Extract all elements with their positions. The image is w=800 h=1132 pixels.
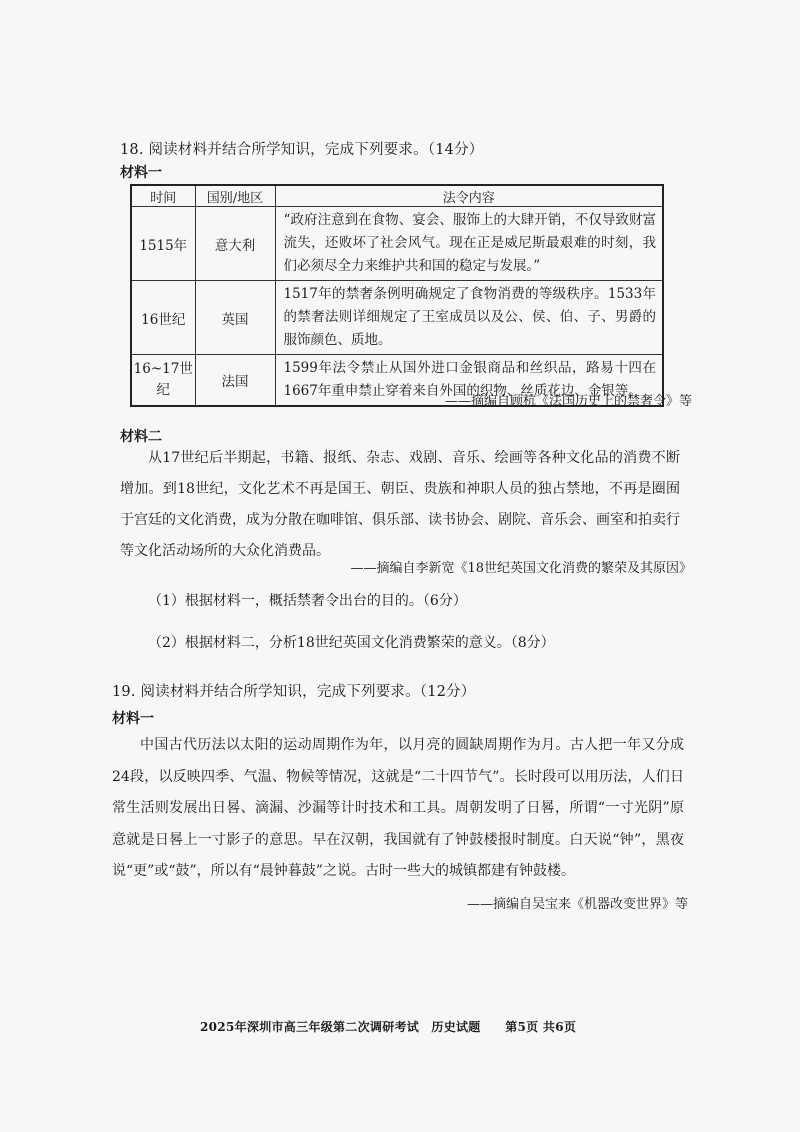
- decree-table: [130, 184, 664, 407]
- row-content: 1517年的禁奢条例明确规定了食物消费的等级秩序。1533年的禁奢法则详细规定了王室成员以及公、侯、伯、子、男爵的服饰颜色、质地。: [275, 281, 663, 355]
- row-country: 法国: [195, 355, 275, 407]
- row-country: 英国: [195, 281, 275, 355]
- row-time: 16世纪: [131, 281, 195, 355]
- row-time: 16~17世纪: [131, 355, 195, 407]
- header-country: 国别/地区: [195, 185, 275, 207]
- q18-material-1-label: 材料一: [120, 165, 162, 181]
- q18-subquestion-1: （1）根据材料一，概括禁奢令出台的目的。（6分）: [148, 593, 467, 609]
- q18-material-1-source: ——摘编自顾杭《法国历史上的禁奢令》等: [444, 394, 692, 409]
- q18-material-2-source: ——摘编自李新宽《18世纪英国文化消费的繁荣及其原因》: [350, 561, 692, 576]
- table-header-row: [131, 185, 663, 207]
- q19-material-1-text: 中国古代历法以太阳的运动周期作为年，以月亮的圆缺周期作为月。古人把一年又分成24段，以反映四季、气温、物候等情况，这就是“二十四节气”。长时段可以用历法，人们日常生活则发展出日晷、滴漏、沙漏等计时技术和工具。周朝发明了日晷，所谓“一寸光阴”原意就是日晷上一寸影子的意思。早在汉朝，我国就有了钟鼓楼报时制度。白天说“钟”，黑夜说“更”或“鼓”，所以有“晨钟暮鼓”之说。古时一些大的城镇都建有钟鼓楼。: [112, 737, 684, 879]
- q19-material-1-label: 材料一: [112, 711, 154, 727]
- question-19-title: 19. 阅读材料并结合所学知识，完成下列要求。（12分）: [112, 684, 476, 700]
- q18-material-2-text: 从17世纪后半期起，书籍、报纸、杂志、戏剧、音乐、绘画等各种文化品的消费不断增加。到18世纪，文化艺术不再是国王、朝臣、贵族和神职人员的独占禁地，不再是圈囿于宫廷的文化消费，成为分散在咖啡馆、俱乐部、读书协会、剧院、音乐会、画室和拍卖行等文化活动场所的大众化消费品。: [120, 450, 680, 559]
- q18-material-2-label: 材料二: [120, 429, 162, 445]
- row-time: 1515年: [131, 207, 195, 281]
- table-row: [131, 207, 663, 281]
- q18-subquestion-2: （2）根据材料二，分析18世纪英国文化消费繁荣的意义。（8分）: [148, 635, 555, 651]
- header-time: 时间: [131, 185, 195, 207]
- header-content: 法令内容: [275, 185, 663, 207]
- row-content: “政府注意到在食物、宴会、服饰上的大肆开销，不仅导致财富流失，还败坏了社会风气。现在正是威尼斯最艰难的时刻，我们必须尽全力来维护共和国的稳定与发展。”: [275, 207, 663, 281]
- row-country: 意大利: [195, 207, 275, 281]
- page-footer: 2025年深圳市高三年级第二次调研考试 历史试题 第5页 共6页: [200, 1020, 577, 1034]
- q19-material-1-source: ——摘编自吴宝来《机器改变世界》等: [466, 897, 688, 912]
- table-row: [131, 281, 663, 355]
- row-content: 1599年法令禁止从国外进口金银商品和丝织品，路易十四在1667年重申禁止穿着来自外国的织物、丝质花边、金银等。: [275, 355, 663, 407]
- question-18-title: 18. 阅读材料并结合所学知识，完成下列要求。（14分）: [120, 142, 484, 158]
